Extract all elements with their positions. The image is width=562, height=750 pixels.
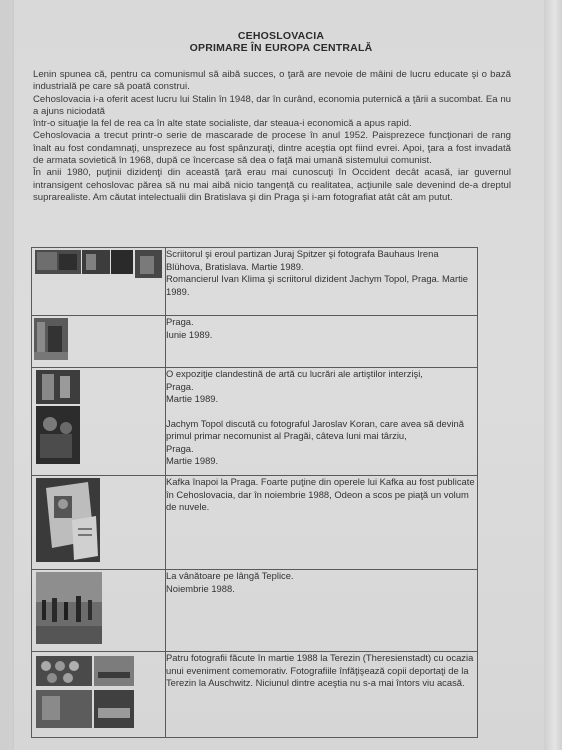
table-row	[32, 652, 478, 738]
caption-line: Patru fotografii făcute în martie 1988 la Terezin (Theresienstadt) cu ocazia unui eveniment comemorativ. Fotografiile înfăţişează copii deportaţi de la Terezin la Auschwitz. Niciunul dintre aceştia nu s-a mai întors viu acasă.	[166, 652, 474, 688]
page-edge	[544, 0, 562, 750]
caption-line: Praga.	[166, 442, 194, 454]
photo-table	[31, 247, 478, 738]
photo-bratislava	[32, 248, 165, 310]
table-row	[32, 368, 478, 476]
intro-paragraph: într-o situaţie la fel de rea ca în alte state socialiste, dar steaua-i economică a apus rapid.	[33, 118, 412, 130]
page-title: CEHOSLOVACIA	[237, 30, 325, 42]
caption-line: Martie 1989.	[166, 393, 219, 404]
caption-line	[166, 406, 477, 418]
caption-cell	[166, 476, 478, 570]
intro-text	[33, 69, 511, 204]
caption-line: Noiembrie 1988.	[166, 582, 235, 594]
photo-cell	[32, 652, 166, 738]
intro-paragraph: Cehoslovacia i-a oferit acest lucru lui Stalin în 1948, dar în curând, economia puternică a ţării a sucombat. Ea nu a ajuns niciodată	[33, 93, 511, 117]
caption-cell	[166, 248, 478, 316]
caption-cell	[166, 652, 478, 738]
caption-line: Praga.	[166, 316, 194, 327]
intro-paragraph: În anii 1980, puţinii dizidenţi din această ţară erau mai cunoscuţi în Occident decât acasă, iar guvernul intransigent cehoslovac părea să nu mai aibă nicio tangenţă cu realitatea, acţiunile sale devenind de-a dreptul suprarealiste. Am căutat intelectualii din Bratislava şi din Praga şi i-am fotografiat atât cât am putut.	[33, 167, 511, 203]
caption-cell	[166, 570, 478, 652]
caption-line: Martie 1989.	[166, 455, 219, 466]
caption-line: Scriitorul şi eroul partizan Juraj Spitzer şi fotografa Bauhaus Irena Blühova, Bratislava. Martie 1989.	[166, 248, 439, 272]
caption-line: O expoziţie clandestină de artă cu lucrări ale artiştilor interzişi,	[166, 368, 423, 379]
caption-cell	[166, 316, 478, 368]
caption-line: Jachym Topol discută cu fotograful Jaroslav Koran, care avea să devină primul primar necomunist al Pragăi, câteva luni mai târziu,	[166, 417, 464, 441]
caption-line: Kafka înapoi la Praga. Foarte puţine din operele lui Kafka au fost publicate în Cehoslovacia, dar în noiembrie 1988, Odeon a scos pe piaţă un volum de nuvele.	[166, 476, 475, 512]
page-subtitle: OPRIMARE ÎN EUROPA CENTRALĂ	[189, 42, 373, 54]
intro-paragraph: Cehoslovacia a trecut printr-o serie de mascarade de procese în anul 1952. Paisprezece funcţionari de rang înalt au fost condamnaţi, unsprezece au fost spânzuraţi, dintre aceştia opt fiind evrei. Apoi, ţara a fost invadată de armata sovietică în 1968, după ce încercase să dea o faţă mai umană sistemului comunist.	[33, 130, 511, 167]
photo-expozitie	[32, 368, 165, 470]
caption-line: Romancierul Ivan Klima şi scriitorul dizident Jachym Topol, Praga. Martie 1989.	[166, 273, 469, 297]
photo-cell	[32, 476, 166, 570]
caption-cell	[166, 368, 478, 476]
photo-cell	[32, 248, 166, 316]
caption-line: La vânătoare pe lângă Teplice.	[166, 570, 294, 581]
table-row	[32, 316, 478, 368]
photo-kafka	[32, 476, 165, 564]
photo-praga	[32, 316, 165, 362]
caption-line: Iunie 1989.	[166, 328, 213, 340]
photo-cell	[32, 368, 166, 476]
table-row	[32, 248, 478, 316]
intro-paragraph: Lenin spunea că, pentru ca comunismul să aibă succes, o ţară are nevoie de mâini de lucru educate şi o bază industrială pe care să poată construi.	[33, 69, 511, 93]
photo-cell	[32, 570, 166, 652]
photo-cell	[32, 316, 166, 368]
photo-vanatoare	[32, 570, 165, 646]
table-row	[32, 570, 478, 652]
photo-terezin	[32, 652, 165, 732]
table-row	[32, 476, 478, 570]
caption-line: Praga.	[166, 380, 194, 392]
